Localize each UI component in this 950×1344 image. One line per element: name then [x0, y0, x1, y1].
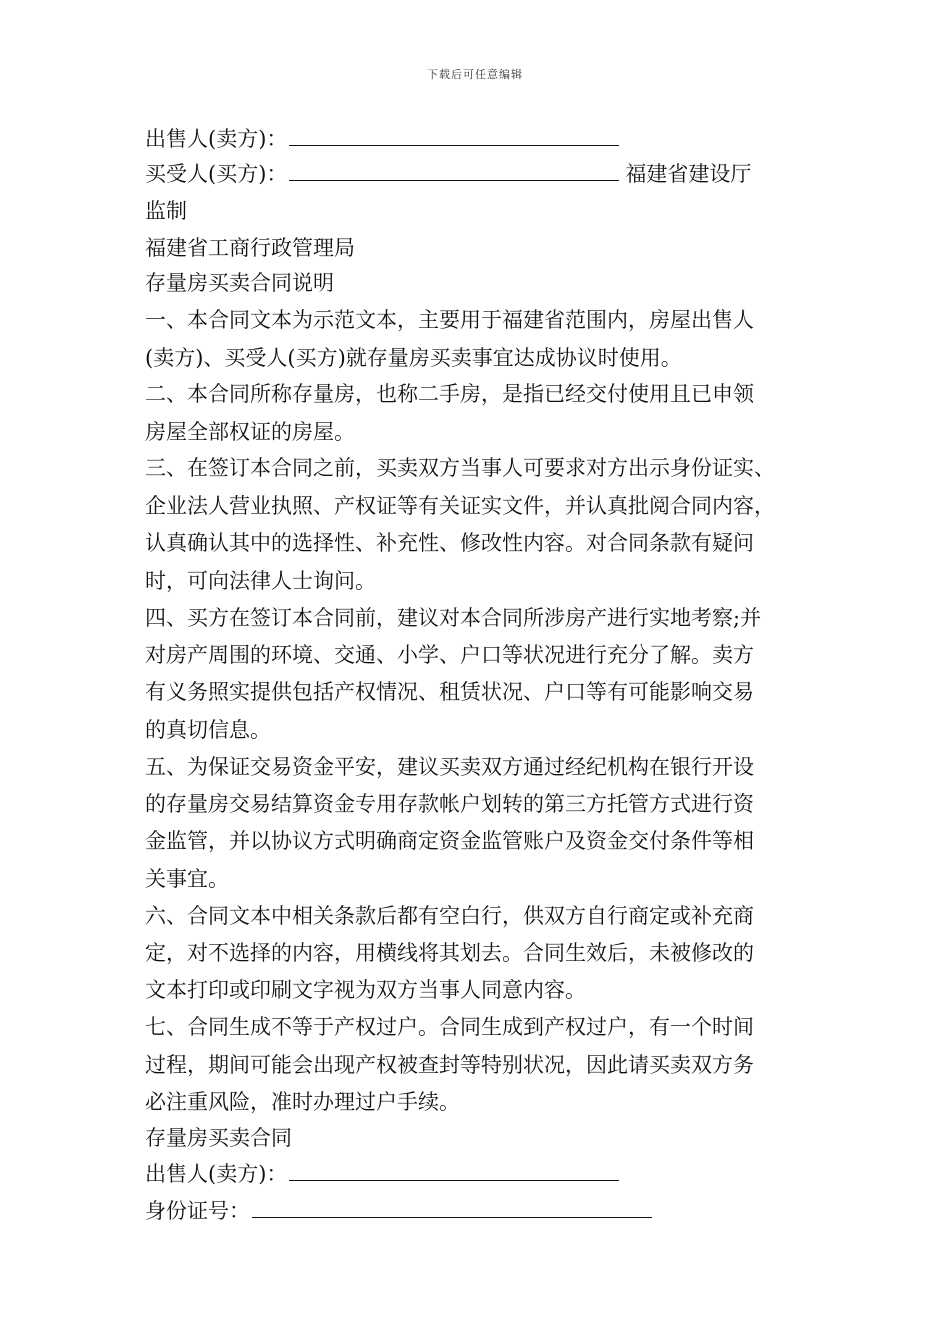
- text-line: [145, 1087, 825, 1117]
- line-text: 二、本合同所称存量房，也称二手房，是指已经交付使用且已申领: [145, 382, 754, 406]
- form-line: [145, 124, 825, 154]
- text-line: [145, 603, 825, 633]
- line-text: 四、买方在签订本合同前，建议对本合同所涉房产进行实地考察;并: [145, 606, 762, 630]
- text-line: [145, 196, 825, 226]
- text-line: [145, 677, 825, 707]
- text-line: [145, 343, 825, 373]
- text-line: [145, 826, 825, 856]
- text-line: [145, 268, 825, 298]
- line-text: 存量房买卖合同: [145, 1126, 292, 1150]
- line-text: 金监管，并以协议方式明确商定资金监管账户及资金交付条件等相: [145, 829, 754, 853]
- text-line: [145, 938, 825, 968]
- line-text: 时，可向法律人士询问。: [145, 569, 376, 593]
- text-line: [145, 566, 825, 596]
- fill-in-blank[interactable]: [289, 127, 619, 146]
- line-text: 文本打印或印刷文字视为双方当事人同意内容。: [145, 978, 586, 1002]
- page-header-note: 下载后可任意编辑: [427, 68, 523, 81]
- fill-in-blank[interactable]: [289, 162, 619, 181]
- line-text: 的真切信息。: [145, 718, 271, 742]
- text-line: [145, 233, 825, 263]
- line-text: 六、合同文本中相关条款后都有空白行，供双方自行商定或补充商: [145, 904, 754, 928]
- form-line: [145, 1196, 825, 1226]
- text-line: [145, 305, 825, 335]
- fill-in-blank[interactable]: [252, 1199, 652, 1218]
- line-text: 存量房买卖合同说明: [145, 271, 334, 295]
- text-line: [145, 417, 825, 447]
- text-line: [145, 491, 825, 521]
- form-line: [145, 1159, 825, 1189]
- text-line: [145, 715, 825, 745]
- line-text: 买受人(买方)：: [145, 162, 288, 186]
- line-text: 的存量房交易结算资金专用存款帐户划转的第三方托管方式进行资: [145, 792, 754, 816]
- line-text: (卖方)、买受人(买方)就存量房买卖事宜达成协议时使用。: [145, 346, 682, 370]
- line-text: 定，对不选择的内容，用横线将其划去。合同生效后，未被修改的: [145, 941, 754, 965]
- line-text: 有义务照实提供包括产权情况、租赁状况、户口等有可能影响交易: [145, 680, 754, 704]
- text-line: [145, 1123, 825, 1153]
- line-text: 福建省工商行政管理局: [145, 236, 355, 260]
- line-text: 认真确认其中的选择性、补充性、修改性内容。对合同条款有疑问: [145, 531, 754, 555]
- form-line: [145, 159, 825, 189]
- line-text: 身份证号：: [145, 1199, 250, 1223]
- line-text: 关事宜。: [145, 867, 229, 891]
- text-line: [145, 789, 825, 819]
- text-line: [145, 1012, 825, 1042]
- text-line: [145, 864, 825, 894]
- line-text: 三、在签订本合同之前，买卖双方当事人可要求对方出示身份证实、: [145, 456, 775, 480]
- line-trailing-text: 福建省建设厅: [625, 162, 752, 186]
- line-text: 监制: [145, 199, 187, 223]
- text-line: [145, 528, 825, 558]
- line-text: 企业法人营业执照、产权证等有关证实文件，并认真批阅合同内容，: [145, 494, 775, 518]
- line-text: 一、本合同文本为示范文本，主要用于福建省范围内，房屋出售人: [145, 308, 754, 332]
- line-text: 必注重风险，准时办理过户手续。: [145, 1090, 460, 1114]
- text-line: [145, 379, 825, 409]
- text-line: [145, 752, 825, 782]
- line-text: 对房产周围的环境、交通、小学、户口等状况进行充分了解。卖方: [145, 643, 754, 667]
- line-text: 出售人(卖方)：: [145, 127, 288, 151]
- text-line: [145, 1050, 825, 1080]
- line-text: 五、为保证交易资金平安，建议买卖双方通过经纪机构在银行开设: [145, 755, 754, 779]
- line-text: 过程，期间可能会出现产权被查封等特别状况，因此请买卖双方务: [145, 1053, 754, 1077]
- text-line: [145, 901, 825, 931]
- line-text: 房屋全部权证的房屋。: [145, 420, 355, 444]
- text-line: [145, 975, 825, 1005]
- text-line: [145, 453, 825, 483]
- line-text: 七、合同生成不等于产权过户。合同生成到产权过户，有一个时间: [145, 1015, 754, 1039]
- fill-in-blank[interactable]: [289, 1162, 619, 1181]
- text-line: [145, 640, 825, 670]
- line-text: 出售人(卖方)：: [145, 1162, 288, 1186]
